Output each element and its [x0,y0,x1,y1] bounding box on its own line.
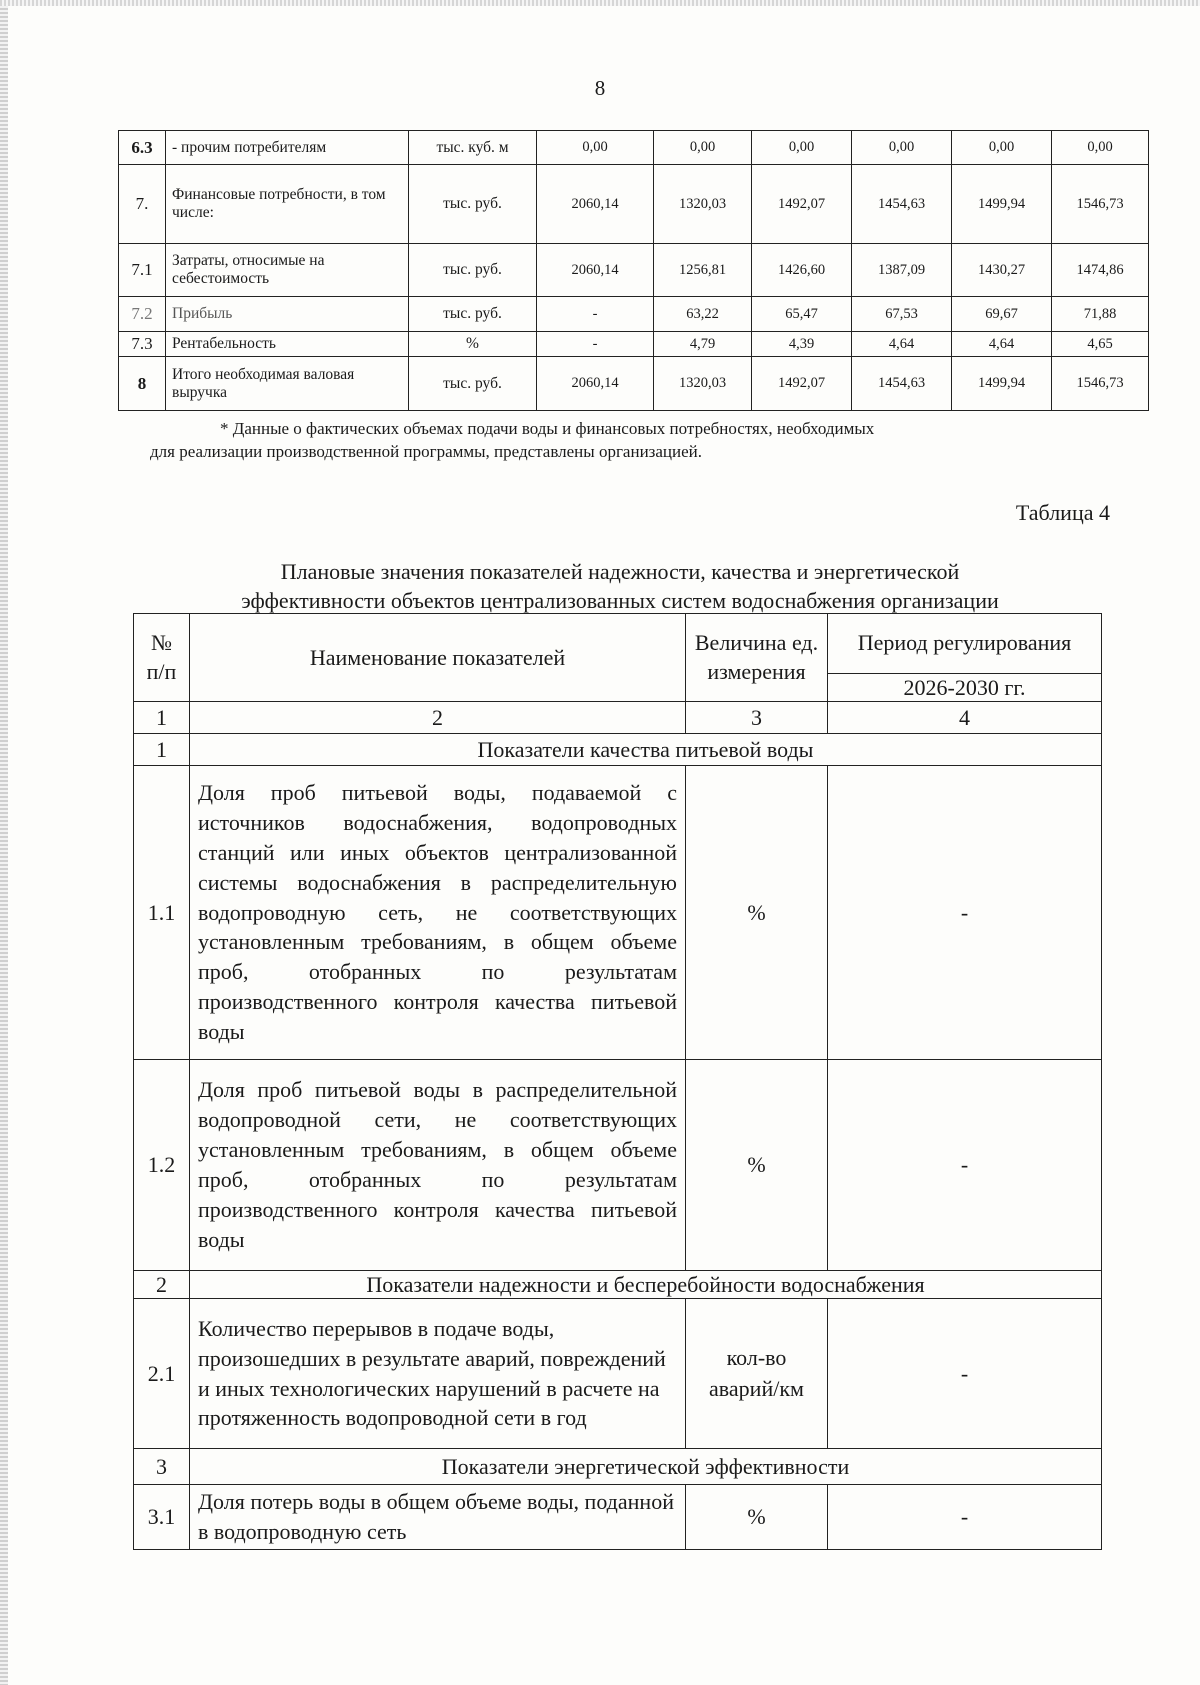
row-value: 0,00 [1052,131,1149,165]
header-unit: Величина ед. измерения [686,614,828,702]
row-name: Затраты, относимые на себестоимость [166,244,409,297]
row-value: 4,39 [752,332,852,357]
row-value: 1454,63 [852,165,952,244]
table-row [119,357,1149,411]
header-row [134,614,1102,674]
row-value: - [828,1485,1102,1550]
row-value: 1387,09 [852,244,952,297]
header-period-years: 2026-2030 гг. [828,674,1102,702]
row-unit: тыс. руб. [409,165,537,244]
row-value: - [537,332,654,357]
row-value: 71,88 [1052,297,1149,332]
row-value: 1492,07 [752,165,852,244]
row-value: 2060,14 [537,357,654,411]
column-number: 1 [134,702,190,734]
table-row [134,1060,1102,1271]
row-unit: тыс. руб. [409,357,537,411]
row-name: Прибыль [166,297,409,332]
row-number: 6.3 [119,131,166,165]
column-number: 3 [686,702,828,734]
row-value: 67,53 [852,297,952,332]
row-value: 1546,73 [1052,357,1149,411]
table-title-line-2: эффективности объектов централизованных систем водоснабжения организации [241,587,999,613]
row-name: Доля проб питьевой воды в распределительной водопроводной сети, не соответствующих установленным требованиям, в общем объеме проб, отобранных по результатам производственного контроля качества питьевой воды [190,1060,686,1271]
page-number: 8 [594,76,606,100]
row-value: 1320,03 [654,165,752,244]
row-number: 8 [119,357,166,411]
table-label: Таблица 4 [1015,500,1110,525]
row-value: 1426,60 [752,244,852,297]
table-row [134,766,1102,1060]
section-title: Показатели энергетической эффективности [190,1449,1102,1485]
row-number: 2.1 [134,1299,190,1449]
section-number: 3 [134,1449,190,1485]
row-name: Финансовые потребности, в том числе: [166,165,409,244]
row-value: 0,00 [537,131,654,165]
section-row [134,1449,1102,1485]
row-number: 1.2 [134,1060,190,1271]
row-unit: тыс. куб. м [409,131,537,165]
row-unit: % [409,332,537,357]
row-value: 2060,14 [537,165,654,244]
row-value: 4,65 [1052,332,1149,357]
row-value: 69,67 [952,297,1052,332]
row-value: 0,00 [752,131,852,165]
row-value: 1499,94 [952,165,1052,244]
row-value: 1492,07 [752,357,852,411]
row-value: 1256,81 [654,244,752,297]
row-unit: % [686,766,828,1060]
footnote [150,418,1100,464]
row-value: 0,00 [952,131,1052,165]
header-number: № п/п [134,614,190,702]
table-title [130,558,1110,615]
row-name: Доля потерь воды в общем объеме воды, поданной в водопроводную сеть [190,1485,686,1550]
row-number: 7.1 [119,244,166,297]
scan-edge-left [0,0,8,1685]
footnote-line-1: * Данные о фактических объемах подачи воды и финансовых потребностях, необходимых [220,419,875,438]
column-number: 4 [828,702,1102,734]
row-value: 4,64 [952,332,1052,357]
row-value: 1499,94 [952,357,1052,411]
table-row [119,244,1149,297]
row-name: Доля проб питьевой воды, подаваемой с источников водоснабжения, водопроводных станций или иных объектов централизованной системы водоснабжения в распределительную водопроводную сеть, не соответствующих установленным требованиям, в общем объеме проб, отобранных по результатам производственного контроля качества питьевой воды [190,766,686,1060]
row-number: 1.1 [134,766,190,1060]
row-value: 2060,14 [537,244,654,297]
table-row [134,1485,1102,1550]
row-number: 7.2 [119,297,166,332]
row-unit: % [686,1485,828,1550]
section-row [134,1271,1102,1299]
scan-edge-top [0,0,1200,6]
row-number: 7. [119,165,166,244]
section-number: 1 [134,734,190,766]
row-value: 0,00 [654,131,752,165]
section-title: Показатели качества питьевой воды [190,734,1102,766]
financial-table [118,130,1149,411]
section-row [134,734,1102,766]
row-value: 1430,27 [952,244,1052,297]
table-row [134,1299,1102,1449]
table-row [119,297,1149,332]
column-number-row [134,702,1102,734]
row-value: 63,22 [654,297,752,332]
row-unit: тыс. руб. [409,244,537,297]
table-row [119,131,1149,165]
header-name: Наименование показателей [190,614,686,702]
table-row [119,332,1149,357]
row-value: 1320,03 [654,357,752,411]
row-name: Количество перерывов в подаче воды, произошедших в результате аварий, повреждений и иных технологических нарушений в расчете на протяженность водопроводной сети в год [190,1299,686,1449]
column-number: 2 [190,702,686,734]
table-row [119,165,1149,244]
footnote-line-2: для реализации производственной программы, представлены организацией. [150,441,703,461]
row-name: - прочим потребителям [166,131,409,165]
row-value: 1454,63 [852,357,952,411]
row-value: - [828,1299,1102,1449]
header-period: Период регулирования [828,614,1102,674]
row-unit: тыс. руб. [409,297,537,332]
row-value: 1546,73 [1052,165,1149,244]
row-value: 4,64 [852,332,952,357]
row-number: 7.3 [119,332,166,357]
row-value: 65,47 [752,297,852,332]
row-value: 4,79 [654,332,752,357]
row-value: - [828,1060,1102,1271]
indicators-table [133,613,1102,1550]
row-unit: кол-во аварий/км [686,1299,828,1449]
table-title-line-1: Плановые значения показателей надежности, качества и энергетической [280,559,960,584]
section-title: Показатели надежности и бесперебойности водоснабжения [190,1271,1102,1299]
section-number: 2 [134,1271,190,1299]
row-name: Итого необходимая валовая выручка [166,357,409,411]
row-value: - [828,766,1102,1060]
row-value: 0,00 [852,131,952,165]
row-number: 3.1 [134,1485,190,1550]
row-unit: % [686,1060,828,1271]
row-name: Рентабельность [166,332,409,357]
row-value: - [537,297,654,332]
row-value: 1474,86 [1052,244,1149,297]
